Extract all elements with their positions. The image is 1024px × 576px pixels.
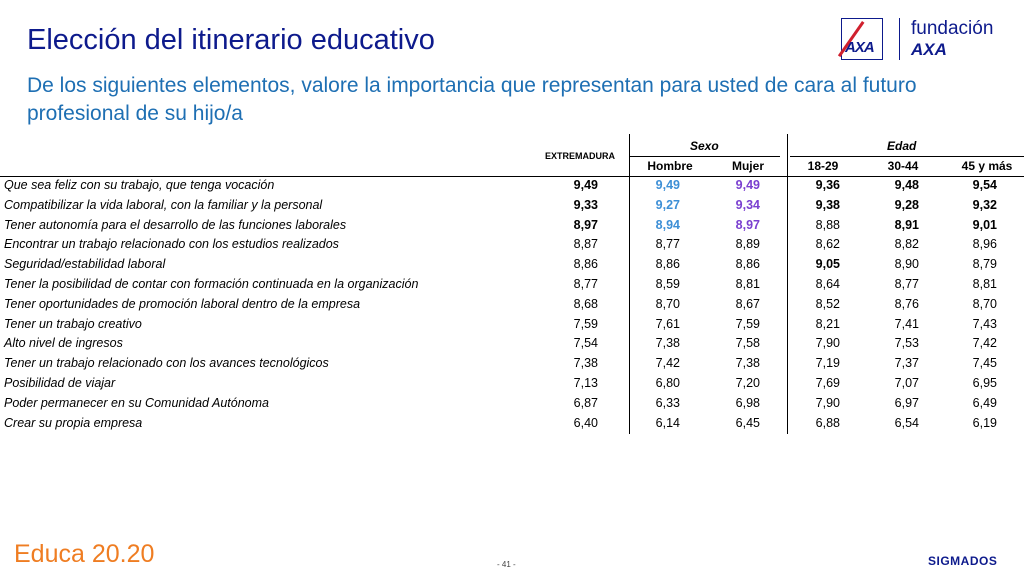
cell-18-29: 7,90 xyxy=(815,336,840,351)
row-label: Tener un trabajo relacionado con los avances tecnológicos xyxy=(4,356,329,371)
cell-hombre: 6,33 xyxy=(655,395,680,410)
cell-18-29: 7,19 xyxy=(815,356,840,371)
col-header-18-29: 18-29 xyxy=(807,159,839,173)
row-label: Tener la posibilidad de contar con formación continuada en la organización xyxy=(4,277,419,291)
cell-45-y-mas: 7,42 xyxy=(972,336,997,351)
cell-mujer: 9,49 xyxy=(735,178,760,192)
cell-30-44: 7,53 xyxy=(894,336,919,351)
cell-extremadura: 7,59 xyxy=(573,316,598,331)
cell-hombre: 9,49 xyxy=(655,178,680,192)
row-label: Alto nivel de ingresos xyxy=(4,336,123,351)
cell-45-y-mas: 8,79 xyxy=(972,257,997,272)
cell-45-y-mas: 8,81 xyxy=(972,277,997,291)
row-label: Poder permanecer en su Comunidad Autónoma xyxy=(4,395,269,410)
cell-45-y-mas: 6,49 xyxy=(972,395,997,410)
cell-30-44: 8,76 xyxy=(894,296,919,311)
cell-extremadura: 7,38 xyxy=(573,356,598,371)
row-label: Tener un trabajo creativo xyxy=(4,316,142,331)
table-row xyxy=(0,414,1024,434)
cell-30-44: 8,91 xyxy=(894,217,919,232)
cell-18-29: 7,69 xyxy=(815,376,840,390)
table-row xyxy=(0,394,1024,414)
table-row xyxy=(0,354,1024,374)
cell-extremadura: 9,49 xyxy=(573,178,598,192)
cell-mujer: 8,86 xyxy=(735,257,760,272)
edad-underline xyxy=(790,156,1024,157)
cell-extremadura: 8,77 xyxy=(573,277,598,291)
sexo-underline xyxy=(630,156,780,157)
cell-30-44: 7,41 xyxy=(894,316,919,331)
col-header-30-44: 30-44 xyxy=(887,159,919,173)
cell-45-y-mas: 7,45 xyxy=(972,356,997,371)
cell-18-29: 7,90 xyxy=(815,395,840,410)
cell-extremadura: 9,33 xyxy=(573,197,598,212)
cell-hombre: 8,70 xyxy=(655,296,680,311)
cell-hombre: 8,59 xyxy=(655,277,680,291)
cell-extremadura: 8,97 xyxy=(573,217,598,232)
row-label: Posibilidad de viajar xyxy=(4,376,116,390)
cell-mujer: 6,45 xyxy=(735,415,760,430)
cell-extremadura: 6,87 xyxy=(573,395,598,410)
cell-hombre: 6,14 xyxy=(655,415,680,430)
cell-45-y-mas: 9,54 xyxy=(972,178,997,192)
cell-extremadura: 7,13 xyxy=(573,376,598,390)
cell-extremadura: 7,54 xyxy=(573,336,598,351)
cell-30-44: 6,97 xyxy=(894,395,919,410)
cell-hombre: 9,27 xyxy=(655,197,680,212)
cell-extremadura: 8,87 xyxy=(573,237,598,252)
table-row xyxy=(0,196,1024,216)
row-label: Encontrar un trabajo relacionado con los estudios realizados xyxy=(4,237,339,252)
cell-30-44: 9,28 xyxy=(894,197,919,212)
page-title: Elección del itinerario educativo xyxy=(27,24,435,56)
cell-45-y-mas: 8,96 xyxy=(972,237,997,252)
page-subtitle: De los siguientes elementos, valore la importancia que representan para usted de cara al futuro profesional de su hijo/a xyxy=(27,74,917,125)
row-label: Crear su propia empresa xyxy=(4,415,143,430)
cell-18-29: 8,21 xyxy=(815,316,840,331)
sexo-group-header: Sexo xyxy=(690,139,719,153)
cell-18-29: 9,36 xyxy=(815,178,840,192)
cell-extremadura: 8,86 xyxy=(573,257,598,272)
col-header-mujer: Mujer xyxy=(731,159,764,173)
table-row xyxy=(0,295,1024,315)
extremadura-header: EXTREMADURA xyxy=(545,151,616,161)
table-row xyxy=(0,334,1024,354)
cell-extremadura: 8,68 xyxy=(573,296,598,311)
sigmados-logo: SIGMADOS xyxy=(928,554,998,568)
cell-hombre: 7,38 xyxy=(655,336,680,351)
cell-18-29: 8,62 xyxy=(815,237,840,252)
cell-mujer: 7,20 xyxy=(735,376,760,390)
cell-hombre: 8,94 xyxy=(655,217,680,232)
cell-mujer: 8,89 xyxy=(735,237,760,252)
fundacion-axa-label: AXA xyxy=(911,40,947,59)
col-header-45-y-mas: 45 y más xyxy=(961,159,1013,173)
table-row xyxy=(0,275,1024,295)
fundacion-label: fundación xyxy=(911,18,994,39)
cell-18-29: 8,52 xyxy=(815,296,840,311)
cell-45-y-mas: 6,19 xyxy=(972,415,997,430)
cell-30-44: 9,48 xyxy=(894,178,919,192)
table-row xyxy=(0,216,1024,236)
cell-30-44: 8,77 xyxy=(894,277,919,291)
table-row xyxy=(0,255,1024,275)
cell-hombre: 8,77 xyxy=(655,237,680,252)
row-label: Que sea feliz con su trabajo, que tenga vocación xyxy=(4,178,275,192)
cell-hombre: 8,86 xyxy=(655,257,680,272)
cell-18-29: 6,88 xyxy=(815,415,840,430)
cell-mujer: 7,59 xyxy=(735,316,760,331)
cell-30-44: 7,37 xyxy=(894,356,919,371)
cell-45-y-mas: 9,01 xyxy=(972,217,997,232)
cell-mujer: 9,34 xyxy=(735,197,760,212)
table-row xyxy=(0,315,1024,335)
cell-hombre: 6,80 xyxy=(655,376,680,390)
cell-30-44: 8,90 xyxy=(894,257,919,272)
cell-mujer: 8,67 xyxy=(735,296,760,311)
cell-30-44: 8,82 xyxy=(894,237,919,252)
row-label: Compatibilizar la vida laboral, con la familiar y la personal xyxy=(4,197,323,212)
table-row xyxy=(0,176,1024,196)
row-label: Tener autonomía para el desarrollo de las funciones laborales xyxy=(4,217,347,232)
cell-18-29: 8,88 xyxy=(815,217,840,232)
cell-extremadura: 6,40 xyxy=(573,415,598,430)
cell-30-44: 7,07 xyxy=(894,376,919,390)
row-label: Seguridad/estabilidad laboral xyxy=(4,257,166,272)
edad-group-header: Edad xyxy=(887,139,917,153)
cell-45-y-mas: 7,43 xyxy=(972,316,997,331)
col-header-hombre: Hombre xyxy=(647,159,693,173)
cell-45-y-mas: 9,32 xyxy=(972,197,997,212)
table-row xyxy=(0,235,1024,255)
axa-logo-text: AXA xyxy=(845,39,874,56)
cell-18-29: 9,38 xyxy=(815,197,840,212)
axa-logo xyxy=(841,18,883,60)
cell-45-y-mas: 6,95 xyxy=(972,376,997,390)
cell-hombre: 7,42 xyxy=(655,356,680,371)
row-label: Tener oportunidades de promoción laboral dentro de la empresa xyxy=(4,296,361,311)
cell-45-y-mas: 8,70 xyxy=(972,296,997,311)
cell-mujer: 7,38 xyxy=(735,356,760,371)
logo-divider xyxy=(899,18,900,60)
cell-mujer: 6,98 xyxy=(735,395,760,410)
page-number: - 41 - xyxy=(497,560,516,569)
table-row xyxy=(0,374,1024,394)
cell-mujer: 8,81 xyxy=(735,277,760,291)
cell-mujer: 8,97 xyxy=(735,217,760,232)
cell-mujer: 7,58 xyxy=(735,336,760,351)
cell-18-29: 8,64 xyxy=(815,277,840,291)
cell-18-29: 9,05 xyxy=(815,257,840,272)
cell-hombre: 7,61 xyxy=(655,316,680,331)
educa-logo: Educa 20.20 xyxy=(14,540,155,568)
cell-30-44: 6,54 xyxy=(894,415,919,430)
